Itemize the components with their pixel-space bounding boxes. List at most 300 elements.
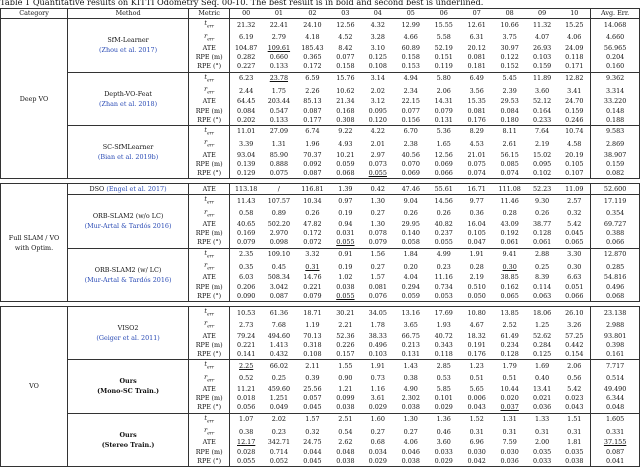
value-cell: 0.045 bbox=[558, 229, 590, 238]
metric-label: RPE (°) bbox=[197, 291, 222, 300]
value-cell: 9.77 bbox=[460, 195, 494, 208]
value-cell: 2.01 bbox=[370, 139, 385, 148]
value-cell: 2.97 bbox=[370, 150, 385, 159]
value-cell: 0.079 bbox=[368, 238, 387, 247]
avg-error-cell: 0.285 bbox=[591, 261, 640, 273]
value-cell: 5.80 bbox=[428, 72, 460, 85]
value-cell: 5.85 bbox=[436, 385, 451, 394]
value-cell: 10.34 bbox=[296, 195, 330, 208]
value-cell: 34.05 bbox=[362, 306, 394, 319]
avg-error-cell: 12.870 bbox=[591, 248, 640, 261]
value-cell: 16.71 bbox=[460, 184, 494, 195]
value-cell: 2.73 bbox=[239, 320, 254, 329]
value-cell: 0.028 bbox=[237, 447, 256, 456]
value-cell: 1.16 bbox=[370, 385, 385, 394]
value-cell: 4.04 bbox=[403, 273, 418, 282]
value-cell: 0.049 bbox=[269, 403, 289, 412]
value-cell: 0.35 bbox=[239, 262, 254, 271]
metric-cell bbox=[189, 72, 230, 85]
value-cell: 85.90 bbox=[269, 150, 289, 159]
avg-error-cell: 0.160 bbox=[591, 62, 640, 72]
value-cell: 0.660 bbox=[269, 53, 289, 62]
value-cell: 342.71 bbox=[267, 438, 291, 447]
metric-cell bbox=[189, 184, 230, 195]
column-header: 00 bbox=[230, 9, 262, 19]
value-cell: 12.56 bbox=[434, 150, 453, 159]
value-cell: 0.54 bbox=[338, 427, 353, 436]
value-cell: 5.65 bbox=[469, 385, 484, 394]
value-cell: 27.09 bbox=[262, 125, 296, 138]
method-cell bbox=[68, 184, 189, 195]
avg-error-cell: 6.344 bbox=[591, 394, 640, 403]
value-cell: 11.16 bbox=[434, 273, 453, 282]
value-cell: 40.82 bbox=[434, 220, 453, 229]
method-cell bbox=[68, 413, 189, 466]
value-cell: 0.084 bbox=[237, 106, 256, 115]
method-cell bbox=[68, 306, 189, 359]
value-cell: 24.70 bbox=[558, 97, 590, 106]
value-cell: 12.61 bbox=[460, 19, 494, 32]
value-cell: 0.153 bbox=[401, 62, 420, 71]
value-cell: 0.46 bbox=[436, 427, 451, 436]
value-cell: 0.31 bbox=[469, 427, 484, 436]
metric-cell bbox=[189, 32, 230, 44]
value-cell: 2.00 bbox=[534, 438, 550, 447]
value-cell: 2.57 bbox=[558, 195, 590, 208]
value-cell: 10.44 bbox=[500, 385, 519, 394]
value-cell: 2.34 bbox=[403, 86, 418, 95]
value-cell: 21.34 bbox=[336, 97, 355, 106]
value-cell: 0.053 bbox=[428, 292, 460, 302]
value-cell: 0.30 bbox=[558, 261, 590, 273]
value-cell: 0.087 bbox=[262, 292, 296, 302]
metric-label: ATE bbox=[202, 97, 216, 106]
value-cell: 0.051 bbox=[558, 283, 590, 292]
method-citation[interactable]: (Mur-Artal & Tardós 2016) bbox=[84, 275, 172, 284]
value-cell: 0.19 bbox=[338, 209, 353, 218]
avg-error-cell: 93.801 bbox=[591, 332, 640, 341]
value-cell: 4.66 bbox=[403, 33, 418, 42]
value-cell: 0.20 bbox=[403, 262, 418, 271]
table-row bbox=[1, 248, 640, 261]
value-cell: 3.30 bbox=[558, 248, 590, 261]
value-cell: 2.21 bbox=[338, 320, 353, 329]
value-cell: 0.029 bbox=[434, 403, 453, 412]
value-cell: 0.131 bbox=[434, 115, 453, 124]
value-cell: 0.092 bbox=[303, 159, 322, 168]
value-cell: 1.31 bbox=[493, 413, 525, 426]
value-cell: 10.80 bbox=[460, 306, 494, 319]
value-cell: 0.073 bbox=[368, 159, 387, 168]
value-cell: 2.51 bbox=[329, 413, 361, 426]
column-header: 10 bbox=[558, 9, 590, 19]
metric-label: ATE bbox=[202, 150, 216, 159]
metric-cell bbox=[189, 448, 230, 457]
value-cell: 0.56 bbox=[558, 373, 590, 385]
value-cell: 0.038 bbox=[336, 282, 355, 291]
value-cell: 0.140 bbox=[401, 229, 420, 238]
value-cell: 4.58 bbox=[558, 138, 590, 150]
value-cell: 0.94 bbox=[338, 220, 353, 229]
metric-label: $t_{err}$ bbox=[204, 360, 214, 371]
metric-label: RPE (m) bbox=[195, 282, 223, 291]
metric-label: ATE bbox=[202, 331, 216, 340]
value-cell: 0.432 bbox=[269, 350, 289, 359]
value-cell: 3.56 bbox=[469, 86, 484, 95]
value-cell: 0.081 bbox=[467, 53, 486, 62]
value-cell: 0.90 bbox=[338, 374, 353, 383]
value-cell: 0.176 bbox=[467, 350, 486, 359]
value-cell: 1.65 bbox=[436, 139, 451, 148]
value-cell: 57.25 bbox=[558, 332, 590, 341]
method-name: Ours bbox=[119, 430, 137, 439]
value-cell: 1.91 bbox=[460, 248, 494, 261]
value-cell: 0.58 bbox=[239, 209, 254, 218]
method-citation[interactable]: (Zhan et al. 2018) bbox=[99, 99, 158, 108]
value-cell: 2.970 bbox=[269, 229, 289, 238]
value-cell: 26.10 bbox=[558, 306, 590, 319]
value-cell: 104.87 bbox=[234, 44, 258, 53]
method-citation[interactable]: (Bian et al. 2019b) bbox=[97, 153, 159, 162]
value-cell: 0.169 bbox=[237, 229, 256, 238]
value-cell: 4.90 bbox=[403, 385, 418, 394]
value-cell: 0.063 bbox=[526, 292, 558, 302]
value-cell: 0.510 bbox=[467, 282, 486, 291]
metric-cell bbox=[189, 394, 230, 403]
value-cell: 0.888 bbox=[269, 159, 289, 168]
value-cell: 0.079 bbox=[434, 106, 453, 115]
value-cell: 1.75 bbox=[271, 86, 286, 95]
value-cell: 30.21 bbox=[329, 306, 361, 319]
category-cell: Deep VO bbox=[1, 19, 68, 179]
value-cell: 24.75 bbox=[303, 438, 322, 447]
value-cell: 38.33 bbox=[368, 331, 387, 340]
value-cell: 0.227 bbox=[237, 62, 256, 71]
value-cell: 0.077 bbox=[401, 106, 420, 115]
value-cell: 0.031 bbox=[336, 229, 355, 238]
value-cell: 0.020 bbox=[500, 394, 519, 403]
value-cell: 13.85 bbox=[493, 306, 525, 319]
value-cell: 11.32 bbox=[526, 19, 558, 32]
value-cell: 5.45 bbox=[493, 72, 525, 85]
value-cell: 11.46 bbox=[493, 195, 525, 208]
value-cell: 7.64 bbox=[526, 125, 558, 138]
value-cell: 0.91 bbox=[329, 248, 361, 261]
metric-cell bbox=[189, 220, 230, 229]
avg-error-cell: 0.082 bbox=[591, 169, 640, 179]
avg-error-cell: 0.161 bbox=[591, 350, 640, 360]
value-cell: 2.61 bbox=[502, 139, 517, 148]
value-cell: 0.27 bbox=[370, 209, 385, 218]
avg-error-cell: 9.362 bbox=[591, 72, 640, 85]
value-cell: 64.45 bbox=[237, 97, 256, 106]
value-cell: 0.095 bbox=[368, 106, 387, 115]
value-cell: 0.53 bbox=[436, 374, 451, 383]
avg-error-cell: 0.398 bbox=[591, 341, 640, 350]
value-cell: 0.68 bbox=[370, 438, 385, 447]
value-cell: 0.237 bbox=[434, 229, 453, 238]
value-cell: 4.06 bbox=[403, 438, 418, 447]
metric-label: ATE bbox=[202, 385, 216, 394]
column-header: Category bbox=[1, 9, 68, 19]
metric-cell bbox=[189, 457, 230, 467]
value-cell: 109.10 bbox=[262, 248, 296, 261]
value-cell: 0.206 bbox=[237, 282, 256, 291]
value-cell: 2.02 bbox=[370, 86, 385, 95]
avg-error-cell: 0.496 bbox=[591, 283, 640, 292]
value-cell: 0.172 bbox=[303, 62, 322, 71]
method-citation[interactable]: (Zhou et al. 2017) bbox=[99, 46, 158, 55]
value-cell: 0.27 bbox=[370, 427, 385, 436]
value-cell: 0.192 bbox=[500, 229, 519, 238]
value-cell: 2.19 bbox=[534, 139, 550, 148]
value-cell: 0.30 bbox=[502, 262, 517, 271]
avg-error-cell: 4.660 bbox=[591, 32, 640, 44]
metric-cell bbox=[189, 44, 230, 53]
metric-label: RPE (m) bbox=[195, 447, 223, 456]
value-cell: 1.57 bbox=[296, 413, 330, 426]
value-cell: 0.084 bbox=[500, 106, 519, 115]
value-cell: 0.442 bbox=[558, 341, 590, 350]
value-cell: 6.59 bbox=[296, 72, 330, 85]
table-row bbox=[1, 306, 640, 319]
value-cell: 0.090 bbox=[230, 292, 262, 302]
value-cell: 13.16 bbox=[394, 306, 428, 319]
value-cell: 203.44 bbox=[267, 97, 291, 106]
method-cell bbox=[68, 360, 189, 413]
value-cell: 0.28 bbox=[502, 209, 517, 218]
value-cell: 13.41 bbox=[532, 385, 552, 394]
value-cell: 14.76 bbox=[303, 273, 322, 282]
value-cell: 0.079 bbox=[237, 238, 256, 247]
value-cell: 0.128 bbox=[532, 229, 552, 238]
value-cell: 0.029 bbox=[362, 457, 394, 467]
value-cell: 0.059 bbox=[336, 159, 355, 168]
value-cell: 55.61 bbox=[428, 184, 460, 195]
value-cell: 47.82 bbox=[303, 220, 322, 229]
value-cell: 0.31 bbox=[502, 427, 517, 436]
value-cell: 0.97 bbox=[329, 195, 361, 208]
metric-cell bbox=[189, 160, 230, 169]
value-cell: 0.52 bbox=[239, 374, 254, 383]
value-cell: 1.251 bbox=[269, 394, 289, 403]
value-cell: 61.36 bbox=[262, 306, 296, 319]
value-cell: 0.036 bbox=[532, 403, 552, 412]
value-cell: 0.213 bbox=[401, 340, 420, 349]
value-cell: 2.35 bbox=[230, 248, 262, 261]
value-cell: 0.39 bbox=[305, 374, 320, 383]
value-cell: 0.055 bbox=[434, 238, 453, 247]
metric-cell bbox=[189, 138, 230, 150]
value-cell: 3.26 bbox=[558, 319, 590, 331]
value-cell: 4.94 bbox=[394, 72, 428, 85]
method-citation[interactable]: (Engel et al. 2017) bbox=[106, 185, 167, 194]
value-cell: 1.30 bbox=[370, 220, 385, 229]
value-cell: 0.052 bbox=[262, 457, 296, 467]
metric-label: RPE (°) bbox=[197, 456, 222, 465]
value-cell: 21.32 bbox=[230, 19, 262, 32]
metric-label: $t_{err}$ bbox=[204, 125, 214, 137]
column-header: 01 bbox=[262, 9, 296, 19]
value-cell: 0.119 bbox=[434, 62, 453, 71]
value-cell: 0.055 bbox=[329, 292, 361, 302]
value-cell: 8.39 bbox=[534, 273, 550, 282]
column-header: 07 bbox=[460, 9, 494, 19]
value-cell: 70.13 bbox=[303, 331, 322, 340]
value-cell: 3.65 bbox=[403, 320, 418, 329]
value-cell: 4.07 bbox=[534, 33, 550, 42]
value-cell: 20.19 bbox=[558, 151, 590, 160]
value-cell: 18.71 bbox=[296, 306, 330, 319]
metric-cell bbox=[189, 350, 230, 360]
value-cell: 0.141 bbox=[237, 350, 256, 359]
value-cell: 0.176 bbox=[467, 115, 486, 124]
value-cell: 2.19 bbox=[469, 273, 484, 282]
value-cell: 0.89 bbox=[271, 209, 286, 218]
metric-cell bbox=[189, 116, 230, 126]
value-cell: 0.172 bbox=[303, 229, 322, 238]
method-citation[interactable]: (Mur-Artal & Tardós 2016) bbox=[84, 222, 172, 231]
value-cell: 0.105 bbox=[558, 160, 590, 169]
metric-cell bbox=[189, 426, 230, 438]
value-cell: 0.087 bbox=[303, 106, 322, 115]
metric-label: $r_{err}$ bbox=[204, 84, 215, 96]
value-cell: 107.57 bbox=[262, 195, 296, 208]
value-cell: 15.25 bbox=[558, 19, 590, 32]
value-cell: 508.34 bbox=[267, 273, 291, 282]
metric-cell bbox=[189, 360, 230, 373]
value-cell: 0.221 bbox=[237, 340, 256, 349]
value-cell: 3.60 bbox=[534, 86, 550, 95]
method-cell bbox=[68, 72, 189, 125]
value-cell: 0.168 bbox=[336, 106, 355, 115]
metric-label: $r_{err}$ bbox=[204, 372, 215, 383]
value-cell: 0.131 bbox=[401, 350, 420, 359]
table-caption: Table 1 Quantitative results on KITTI Odometry Seq. 00-10. The best result is in bold and second best is underlined. bbox=[0, 0, 484, 7]
table-row bbox=[1, 195, 640, 208]
value-cell: 10.66 bbox=[493, 19, 525, 32]
value-cell: 40.65 bbox=[237, 220, 256, 229]
value-cell: 2.06 bbox=[436, 86, 451, 95]
value-cell: 0.171 bbox=[558, 62, 590, 72]
metric-cell bbox=[189, 306, 230, 319]
metric-cell bbox=[189, 125, 230, 138]
value-cell: 0.180 bbox=[500, 115, 519, 124]
value-cell: 0.365 bbox=[303, 53, 322, 62]
category-cell: VO bbox=[1, 306, 68, 466]
value-cell: 0.547 bbox=[269, 106, 289, 115]
value-cell: 0.079 bbox=[296, 292, 330, 302]
avg-error-cell: 0.388 bbox=[591, 229, 640, 238]
value-cell: 0.072 bbox=[303, 238, 322, 247]
value-cell: 116.81 bbox=[296, 184, 330, 195]
value-cell: 0.158 bbox=[401, 53, 420, 62]
method-cell bbox=[68, 19, 189, 72]
value-cell: 0.159 bbox=[532, 62, 552, 71]
value-cell: 4.93 bbox=[338, 139, 353, 148]
value-cell: 0.057 bbox=[303, 394, 322, 403]
value-cell: 1.07 bbox=[230, 413, 262, 426]
method-citation[interactable]: (Geiger et al. 2011) bbox=[96, 334, 160, 343]
value-cell: 2.302 bbox=[401, 394, 420, 403]
value-cell: 0.099 bbox=[336, 394, 355, 403]
value-cell: 0.074 bbox=[493, 169, 525, 179]
metric-label: $t_{err}$ bbox=[204, 248, 214, 259]
value-cell: 0.164 bbox=[532, 106, 552, 115]
value-cell: 1.25 bbox=[534, 320, 550, 329]
value-cell: 11.21 bbox=[237, 385, 256, 394]
value-cell: 0.069 bbox=[434, 159, 453, 168]
value-cell: 16.04 bbox=[467, 220, 486, 229]
value-cell: 494.60 bbox=[267, 331, 291, 340]
value-cell: 5.42 bbox=[558, 220, 590, 229]
value-cell: 0.26 bbox=[436, 209, 451, 218]
value-cell: 52.36 bbox=[336, 331, 355, 340]
value-cell: 3.28 bbox=[370, 33, 385, 42]
value-cell: 6.19 bbox=[239, 33, 254, 42]
value-cell: / bbox=[262, 184, 296, 195]
method-cell bbox=[68, 195, 189, 248]
value-cell: 0.23 bbox=[436, 262, 451, 271]
avg-error-cell: 0.159 bbox=[591, 160, 640, 169]
value-cell: 0.029 bbox=[428, 457, 460, 467]
value-cell: 0.177 bbox=[303, 115, 322, 124]
value-cell: 0.033 bbox=[434, 447, 453, 456]
value-cell: 17.69 bbox=[428, 306, 460, 319]
value-cell: 0.101 bbox=[434, 394, 453, 403]
value-cell: 15.35 bbox=[467, 97, 486, 106]
value-cell: 52.19 bbox=[434, 44, 453, 53]
value-cell: 1.56 bbox=[362, 248, 394, 261]
value-cell: 0.035 bbox=[532, 447, 552, 456]
metric-cell bbox=[189, 261, 230, 273]
value-cell: 0.033 bbox=[526, 457, 558, 467]
value-cell: 0.156 bbox=[401, 115, 420, 124]
method-name: ORB-SLAM2 (w/ LC) bbox=[94, 265, 162, 274]
value-cell: 3.12 bbox=[370, 97, 385, 106]
value-cell: 11.09 bbox=[558, 184, 590, 195]
value-cell: 0.191 bbox=[467, 340, 486, 349]
avg-error-cell: 0.354 bbox=[591, 208, 640, 220]
value-cell: 0.107 bbox=[558, 169, 590, 179]
value-cell: 185.43 bbox=[301, 44, 324, 53]
value-cell: 0.308 bbox=[336, 115, 355, 124]
value-cell: 0.221 bbox=[303, 282, 322, 291]
value-cell: 7.59 bbox=[502, 438, 517, 447]
value-cell: 1.81 bbox=[558, 438, 590, 447]
method-name: ORB-SLAM2 (w/o LC) bbox=[92, 212, 164, 221]
value-cell: 0.075 bbox=[467, 159, 486, 168]
value-cell: 38.85 bbox=[500, 273, 519, 282]
metric-cell bbox=[189, 62, 230, 72]
metric-cell bbox=[189, 195, 230, 208]
metric-label: $r_{err}$ bbox=[204, 138, 215, 149]
value-cell: 6.31 bbox=[469, 33, 484, 42]
avg-error-cell: 52.600 bbox=[591, 184, 640, 195]
value-cell: 1.33 bbox=[526, 413, 558, 426]
metric-cell bbox=[189, 385, 230, 394]
metric-cell bbox=[189, 341, 230, 350]
table-row bbox=[1, 19, 640, 32]
value-cell: 6.70 bbox=[394, 125, 428, 138]
metric-cell bbox=[189, 238, 230, 248]
value-cell: 1.93 bbox=[436, 320, 451, 329]
value-cell: 1.84 bbox=[394, 248, 428, 261]
column-header: 02 bbox=[296, 9, 330, 19]
value-cell: 21.01 bbox=[467, 150, 486, 159]
value-cell: 1.19 bbox=[305, 320, 320, 329]
value-cell: 15.76 bbox=[329, 72, 361, 85]
